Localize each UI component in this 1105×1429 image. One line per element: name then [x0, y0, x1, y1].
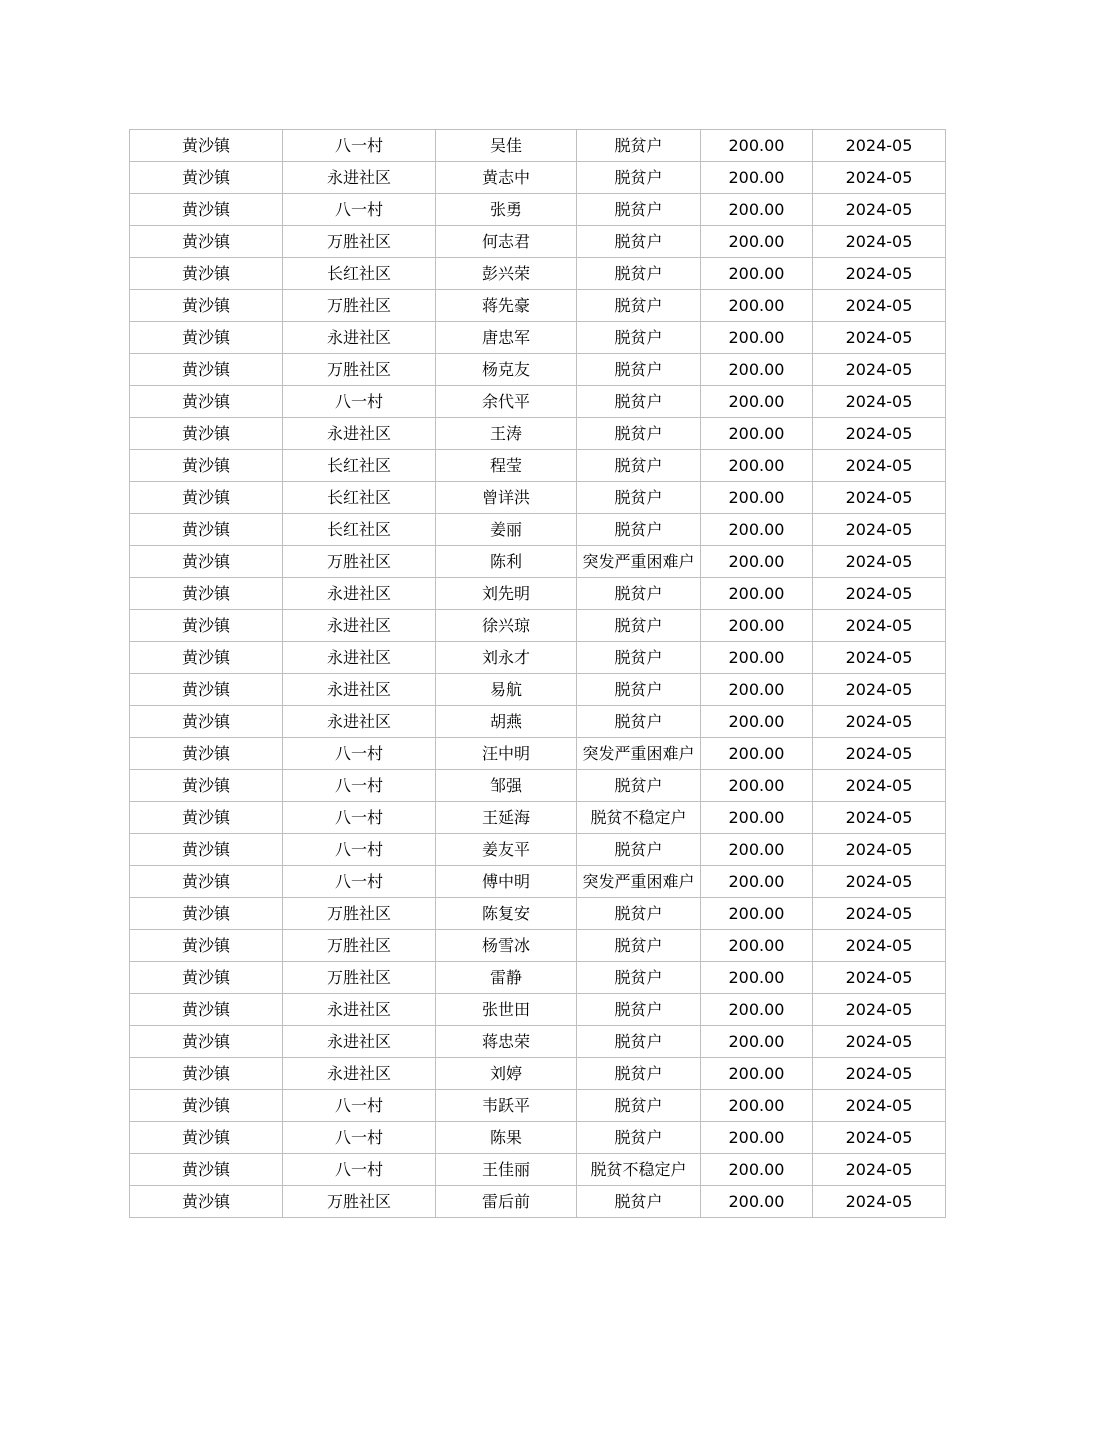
town-cell: 黄沙镇 — [130, 194, 283, 226]
village-cell: 万胜社区 — [283, 226, 436, 258]
amount-cell: 200.00 — [701, 418, 813, 450]
category-cell: 脱贫户 — [577, 482, 701, 514]
town-cell: 黄沙镇 — [130, 1122, 283, 1154]
period-cell: 2024-05 — [813, 130, 946, 162]
name-cell: 陈利 — [436, 546, 577, 578]
table-row — [130, 226, 946, 258]
name-cell: 蒋忠荣 — [436, 1026, 577, 1058]
amount-cell: 200.00 — [701, 834, 813, 866]
name-cell: 王延海 — [436, 802, 577, 834]
town-cell: 黄沙镇 — [130, 578, 283, 610]
town-cell: 黄沙镇 — [130, 1154, 283, 1186]
village-cell: 八一村 — [283, 802, 436, 834]
category-cell: 脱贫户 — [577, 386, 701, 418]
village-cell: 永进社区 — [283, 1058, 436, 1090]
town-cell: 黄沙镇 — [130, 226, 283, 258]
name-cell: 傅中明 — [436, 866, 577, 898]
table-row — [130, 450, 946, 482]
town-cell: 黄沙镇 — [130, 162, 283, 194]
period-cell: 2024-05 — [813, 1026, 946, 1058]
amount-cell: 200.00 — [701, 1122, 813, 1154]
name-cell: 余代平 — [436, 386, 577, 418]
period-cell: 2024-05 — [813, 770, 946, 802]
village-cell: 万胜社区 — [283, 290, 436, 322]
table-row — [130, 610, 946, 642]
town-cell: 黄沙镇 — [130, 130, 283, 162]
village-cell: 永进社区 — [283, 706, 436, 738]
town-cell: 黄沙镇 — [130, 994, 283, 1026]
category-cell: 脱贫户 — [577, 770, 701, 802]
town-cell: 黄沙镇 — [130, 610, 283, 642]
period-cell: 2024-05 — [813, 226, 946, 258]
category-cell: 脱贫户 — [577, 610, 701, 642]
category-cell: 脱贫户 — [577, 962, 701, 994]
category-cell: 脱贫户 — [577, 1186, 701, 1218]
category-cell: 脱贫不稳定户 — [577, 1154, 701, 1186]
table-row — [130, 1090, 946, 1122]
category-cell: 脱贫户 — [577, 994, 701, 1026]
name-cell: 刘婷 — [436, 1058, 577, 1090]
village-cell: 八一村 — [283, 194, 436, 226]
amount-cell: 200.00 — [701, 130, 813, 162]
period-cell: 2024-05 — [813, 194, 946, 226]
town-cell: 黄沙镇 — [130, 898, 283, 930]
table-row — [130, 930, 946, 962]
village-cell: 永进社区 — [283, 162, 436, 194]
period-cell: 2024-05 — [813, 994, 946, 1026]
amount-cell: 200.00 — [701, 642, 813, 674]
category-cell: 脱贫户 — [577, 1090, 701, 1122]
village-cell: 永进社区 — [283, 578, 436, 610]
town-cell: 黄沙镇 — [130, 1090, 283, 1122]
table-row — [130, 994, 946, 1026]
name-cell: 张勇 — [436, 194, 577, 226]
table-row — [130, 354, 946, 386]
table-row — [130, 738, 946, 770]
table-row — [130, 642, 946, 674]
amount-cell: 200.00 — [701, 994, 813, 1026]
period-cell: 2024-05 — [813, 706, 946, 738]
town-cell: 黄沙镇 — [130, 674, 283, 706]
name-cell: 吴佳 — [436, 130, 577, 162]
category-cell: 脱贫户 — [577, 418, 701, 450]
table-row — [130, 290, 946, 322]
village-cell: 八一村 — [283, 1154, 436, 1186]
town-cell: 黄沙镇 — [130, 386, 283, 418]
name-cell: 徐兴琼 — [436, 610, 577, 642]
town-cell: 黄沙镇 — [130, 642, 283, 674]
name-cell: 易航 — [436, 674, 577, 706]
amount-cell: 200.00 — [701, 770, 813, 802]
town-cell: 黄沙镇 — [130, 290, 283, 322]
category-cell: 脱贫户 — [577, 194, 701, 226]
category-cell: 脱贫户 — [577, 1026, 701, 1058]
table-row — [130, 962, 946, 994]
category-cell: 脱贫户 — [577, 706, 701, 738]
village-cell: 万胜社区 — [283, 962, 436, 994]
town-cell: 黄沙镇 — [130, 546, 283, 578]
town-cell: 黄沙镇 — [130, 258, 283, 290]
village-cell: 八一村 — [283, 834, 436, 866]
period-cell: 2024-05 — [813, 1058, 946, 1090]
name-cell: 陈复安 — [436, 898, 577, 930]
name-cell: 王涛 — [436, 418, 577, 450]
category-cell: 脱贫户 — [577, 130, 701, 162]
period-cell: 2024-05 — [813, 514, 946, 546]
table-body — [130, 130, 946, 1218]
period-cell: 2024-05 — [813, 1186, 946, 1218]
amount-cell: 200.00 — [701, 162, 813, 194]
category-cell: 脱贫户 — [577, 162, 701, 194]
name-cell: 唐忠军 — [436, 322, 577, 354]
amount-cell: 200.00 — [701, 962, 813, 994]
period-cell: 2024-05 — [813, 1090, 946, 1122]
table-row — [130, 770, 946, 802]
village-cell: 万胜社区 — [283, 546, 436, 578]
name-cell: 汪中明 — [436, 738, 577, 770]
table-row — [130, 1122, 946, 1154]
name-cell: 杨克友 — [436, 354, 577, 386]
name-cell: 杨雪冰 — [436, 930, 577, 962]
category-cell: 脱贫户 — [577, 258, 701, 290]
village-cell: 万胜社区 — [283, 898, 436, 930]
town-cell: 黄沙镇 — [130, 322, 283, 354]
period-cell: 2024-05 — [813, 482, 946, 514]
name-cell: 黄志中 — [436, 162, 577, 194]
name-cell: 蒋先豪 — [436, 290, 577, 322]
period-cell: 2024-05 — [813, 546, 946, 578]
period-cell: 2024-05 — [813, 386, 946, 418]
village-cell: 八一村 — [283, 386, 436, 418]
table-row — [130, 546, 946, 578]
table-row — [130, 1058, 946, 1090]
name-cell: 胡燕 — [436, 706, 577, 738]
category-cell: 脱贫不稳定户 — [577, 802, 701, 834]
period-cell: 2024-05 — [813, 834, 946, 866]
category-cell: 脱贫户 — [577, 834, 701, 866]
period-cell: 2024-05 — [813, 610, 946, 642]
amount-cell: 200.00 — [701, 610, 813, 642]
amount-cell: 200.00 — [701, 1090, 813, 1122]
amount-cell: 200.00 — [701, 450, 813, 482]
village-cell: 万胜社区 — [283, 930, 436, 962]
amount-cell: 200.00 — [701, 354, 813, 386]
table-row — [130, 802, 946, 834]
village-cell: 永进社区 — [283, 994, 436, 1026]
town-cell: 黄沙镇 — [130, 706, 283, 738]
table-row — [130, 418, 946, 450]
town-cell: 黄沙镇 — [130, 1186, 283, 1218]
name-cell: 何志君 — [436, 226, 577, 258]
category-cell: 脱贫户 — [577, 642, 701, 674]
name-cell: 姜友平 — [436, 834, 577, 866]
period-cell: 2024-05 — [813, 418, 946, 450]
village-cell: 永进社区 — [283, 642, 436, 674]
amount-cell: 200.00 — [701, 738, 813, 770]
town-cell: 黄沙镇 — [130, 802, 283, 834]
amount-cell: 200.00 — [701, 194, 813, 226]
town-cell: 黄沙镇 — [130, 1058, 283, 1090]
category-cell: 脱贫户 — [577, 578, 701, 610]
village-cell: 八一村 — [283, 738, 436, 770]
village-cell: 永进社区 — [283, 418, 436, 450]
amount-cell: 200.00 — [701, 514, 813, 546]
category-cell: 脱贫户 — [577, 1122, 701, 1154]
village-cell: 八一村 — [283, 1122, 436, 1154]
table-row — [130, 898, 946, 930]
table-row — [130, 706, 946, 738]
table-row — [130, 578, 946, 610]
village-cell: 长红社区 — [283, 482, 436, 514]
amount-cell: 200.00 — [701, 546, 813, 578]
table-row — [130, 1154, 946, 1186]
period-cell: 2024-05 — [813, 866, 946, 898]
town-cell: 黄沙镇 — [130, 962, 283, 994]
amount-cell: 200.00 — [701, 1026, 813, 1058]
town-cell: 黄沙镇 — [130, 866, 283, 898]
name-cell: 刘先明 — [436, 578, 577, 610]
village-cell: 长红社区 — [283, 258, 436, 290]
name-cell: 王佳丽 — [436, 1154, 577, 1186]
name-cell: 姜丽 — [436, 514, 577, 546]
amount-cell: 200.00 — [701, 578, 813, 610]
amount-cell: 200.00 — [701, 930, 813, 962]
amount-cell: 200.00 — [701, 226, 813, 258]
village-cell: 长红社区 — [283, 450, 436, 482]
name-cell: 张世田 — [436, 994, 577, 1026]
table-row — [130, 866, 946, 898]
amount-cell: 200.00 — [701, 866, 813, 898]
amount-cell: 200.00 — [701, 290, 813, 322]
period-cell: 2024-05 — [813, 642, 946, 674]
period-cell: 2024-05 — [813, 450, 946, 482]
name-cell: 雷静 — [436, 962, 577, 994]
period-cell: 2024-05 — [813, 1154, 946, 1186]
town-cell: 黄沙镇 — [130, 930, 283, 962]
name-cell: 陈果 — [436, 1122, 577, 1154]
table-row — [130, 130, 946, 162]
amount-cell: 200.00 — [701, 674, 813, 706]
village-cell: 八一村 — [283, 770, 436, 802]
category-cell: 脱贫户 — [577, 290, 701, 322]
period-cell: 2024-05 — [813, 354, 946, 386]
period-cell: 2024-05 — [813, 258, 946, 290]
amount-cell: 200.00 — [701, 258, 813, 290]
name-cell: 程莹 — [436, 450, 577, 482]
period-cell: 2024-05 — [813, 930, 946, 962]
category-cell: 脱贫户 — [577, 1058, 701, 1090]
period-cell: 2024-05 — [813, 578, 946, 610]
table-row — [130, 162, 946, 194]
category-cell: 突发严重困难户 — [577, 866, 701, 898]
amount-cell: 200.00 — [701, 1154, 813, 1186]
town-cell: 黄沙镇 — [130, 738, 283, 770]
amount-cell: 200.00 — [701, 386, 813, 418]
table-row — [130, 482, 946, 514]
town-cell: 黄沙镇 — [130, 834, 283, 866]
amount-cell: 200.00 — [701, 706, 813, 738]
period-cell: 2024-05 — [813, 162, 946, 194]
category-cell: 脱贫户 — [577, 226, 701, 258]
amount-cell: 200.00 — [701, 1186, 813, 1218]
period-cell: 2024-05 — [813, 322, 946, 354]
beneficiary-table — [129, 129, 946, 1218]
period-cell: 2024-05 — [813, 674, 946, 706]
category-cell: 脱贫户 — [577, 898, 701, 930]
town-cell: 黄沙镇 — [130, 514, 283, 546]
village-cell: 永进社区 — [283, 322, 436, 354]
category-cell: 脱贫户 — [577, 930, 701, 962]
village-cell: 八一村 — [283, 130, 436, 162]
period-cell: 2024-05 — [813, 802, 946, 834]
amount-cell: 200.00 — [701, 1058, 813, 1090]
period-cell: 2024-05 — [813, 898, 946, 930]
name-cell: 邹强 — [436, 770, 577, 802]
amount-cell: 200.00 — [701, 482, 813, 514]
table-row — [130, 514, 946, 546]
town-cell: 黄沙镇 — [130, 770, 283, 802]
village-cell: 八一村 — [283, 1090, 436, 1122]
village-cell: 万胜社区 — [283, 1186, 436, 1218]
period-cell: 2024-05 — [813, 1122, 946, 1154]
table-row — [130, 1026, 946, 1058]
village-cell: 永进社区 — [283, 1026, 436, 1058]
table-row — [130, 322, 946, 354]
name-cell: 韦跃平 — [436, 1090, 577, 1122]
category-cell: 突发严重困难户 — [577, 738, 701, 770]
category-cell: 脱贫户 — [577, 450, 701, 482]
amount-cell: 200.00 — [701, 898, 813, 930]
town-cell: 黄沙镇 — [130, 450, 283, 482]
village-cell: 八一村 — [283, 866, 436, 898]
period-cell: 2024-05 — [813, 290, 946, 322]
town-cell: 黄沙镇 — [130, 1026, 283, 1058]
category-cell: 脱贫户 — [577, 674, 701, 706]
category-cell: 突发严重困难户 — [577, 546, 701, 578]
period-cell: 2024-05 — [813, 962, 946, 994]
period-cell: 2024-05 — [813, 738, 946, 770]
village-cell: 长红社区 — [283, 514, 436, 546]
town-cell: 黄沙镇 — [130, 418, 283, 450]
name-cell: 彭兴荣 — [436, 258, 577, 290]
village-cell: 万胜社区 — [283, 354, 436, 386]
name-cell: 雷后前 — [436, 1186, 577, 1218]
town-cell: 黄沙镇 — [130, 482, 283, 514]
category-cell: 脱贫户 — [577, 514, 701, 546]
category-cell: 脱贫户 — [577, 322, 701, 354]
town-cell: 黄沙镇 — [130, 354, 283, 386]
table-row — [130, 1186, 946, 1218]
table-row — [130, 194, 946, 226]
amount-cell: 200.00 — [701, 322, 813, 354]
table-row — [130, 834, 946, 866]
name-cell: 刘永才 — [436, 642, 577, 674]
village-cell: 永进社区 — [283, 674, 436, 706]
category-cell: 脱贫户 — [577, 354, 701, 386]
table-row — [130, 258, 946, 290]
amount-cell: 200.00 — [701, 802, 813, 834]
table-row — [130, 674, 946, 706]
village-cell: 永进社区 — [283, 610, 436, 642]
name-cell: 曾详洪 — [436, 482, 577, 514]
table-row — [130, 386, 946, 418]
